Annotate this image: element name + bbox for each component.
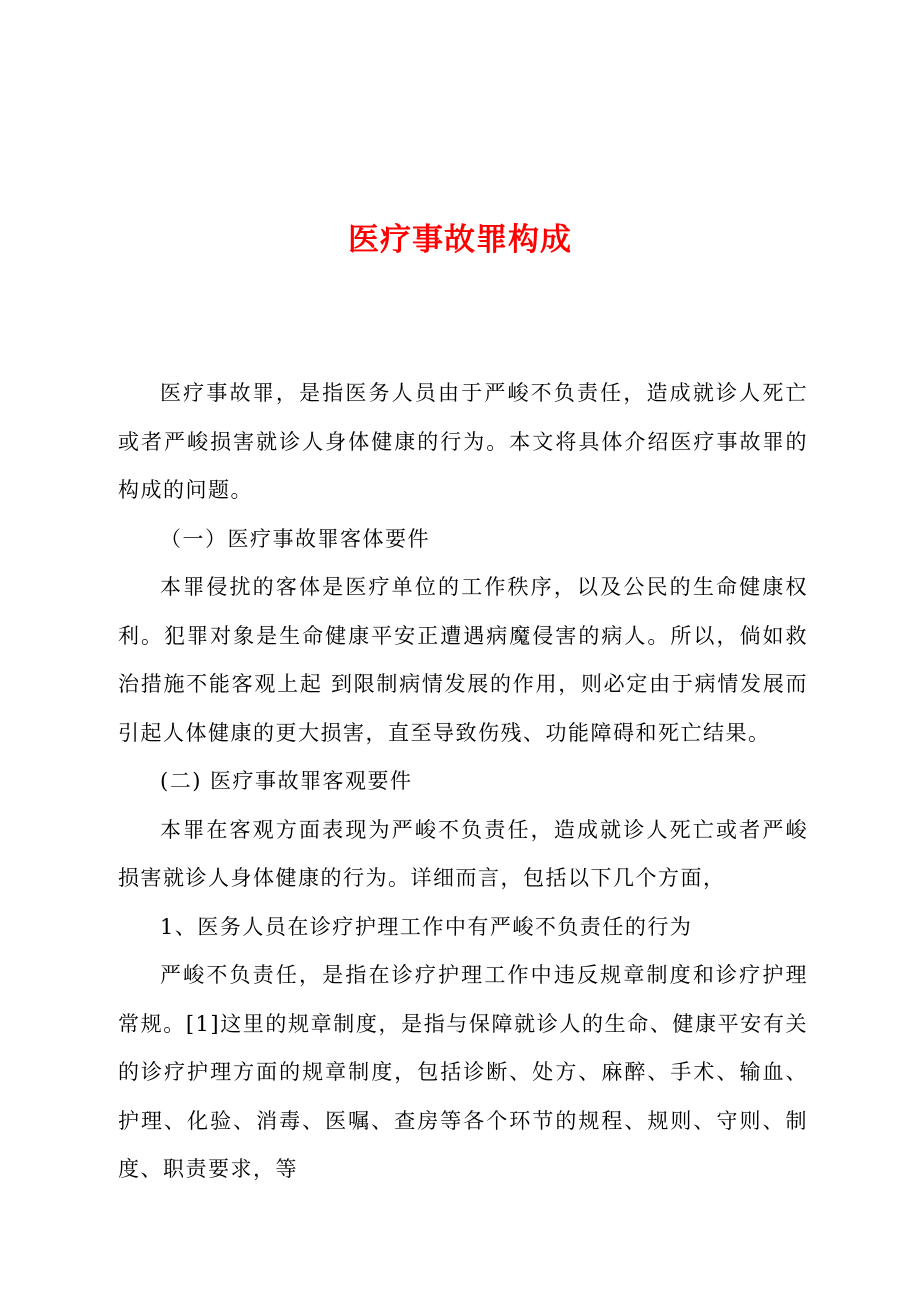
document-body xyxy=(118,369,808,1194)
object-paragraph: 本罪侵扰的客体是医疗单位的工作秩序，以及公民的生命健康权利。犯罪对象是生命健康平安正遭遇病魔侵害的病人。所以，倘如救治措施不能客观上起 到限制病情发展的作用，则必定由于病情发展而引起人体健康的更大损害，直至导致伤残、功能障碍和死亡结果。 xyxy=(118,575,808,745)
intro-paragraph: 医疗事故罪，是指医务人员由于严峻不负责任，造成就诊人死亡或者严峻损害就诊人身体健康的行为。本文将具体介绍医疗事故罪的构成的问题。 xyxy=(118,381,808,502)
section-heading-object: （一）医疗事故罪客体要件 xyxy=(160,526,430,551)
subsection-paragraph-1: 严峻不负责任，是指在诊疗护理工作中违反规章制度和诊疗护理常规。[1]这里的规章制度，是指与保障就诊人的生命、健康平安有关的诊疗护理方面的规章制度，包括诊断、处方、麻醉、手术、输血、护理、化验、消毒、医嘱、查房等各个环节的规程、规则、守则、制度、职责要求，等 xyxy=(118,963,808,1181)
objective-paragraph: 本罪在客观方面表现为严峻不负责任，造成就诊人死亡或者严峻损害就诊人身体健康的行为。详细而言，包括以下几个方面， xyxy=(118,817,808,890)
subsection-heading-1: 1、医务人员在诊疗护理工作中有严峻不负责任的行为 xyxy=(160,914,693,939)
document-title: 医疗事故罪构成 xyxy=(348,221,572,258)
section-heading-objective: (二) 医疗事故罪客观要件 xyxy=(160,769,413,793)
